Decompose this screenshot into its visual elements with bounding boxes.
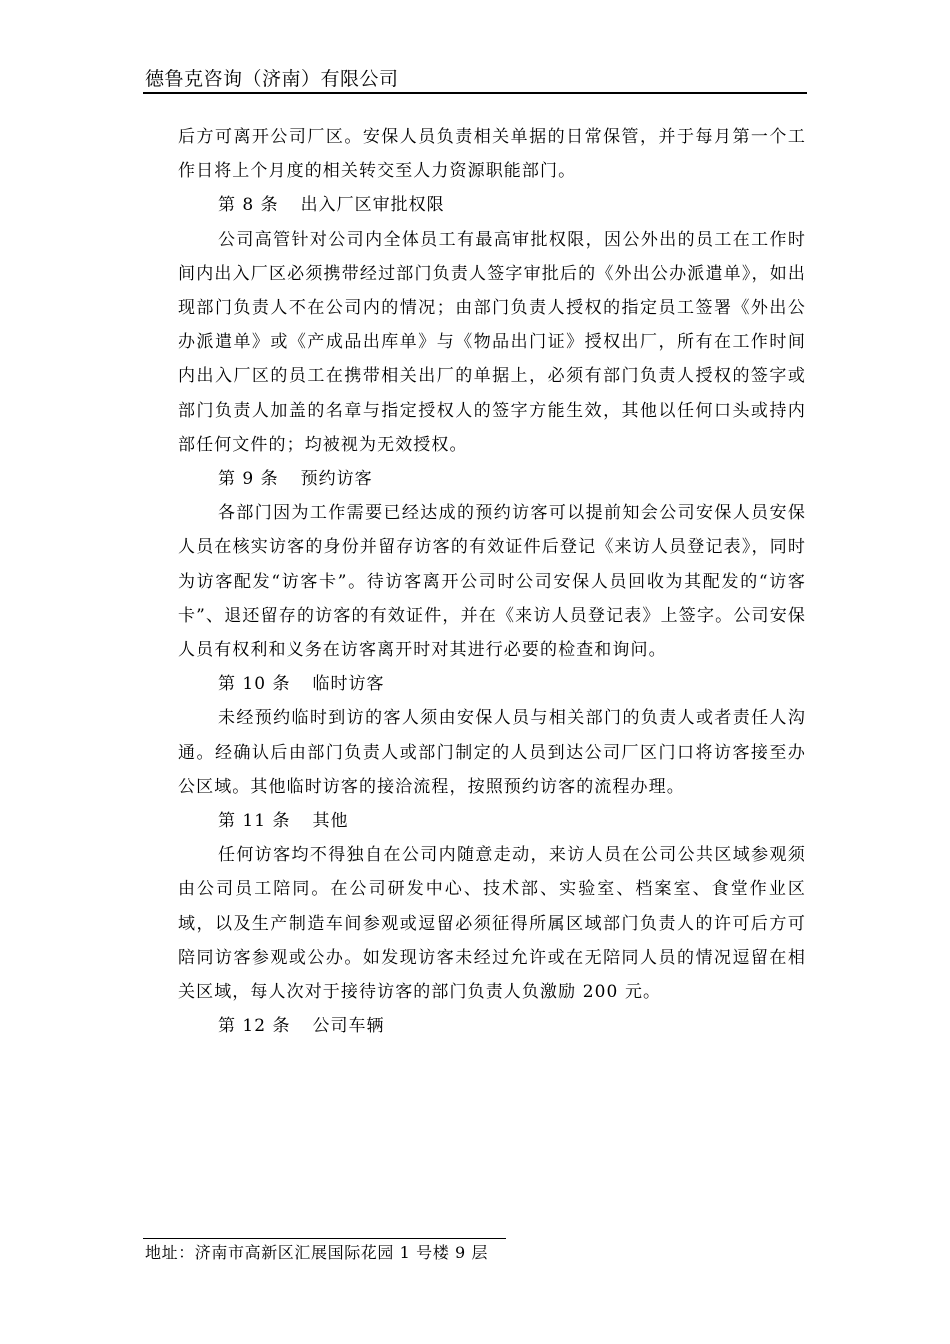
article-heading-10 <box>178 667 806 701</box>
document-body <box>178 120 806 1043</box>
article-heading-9 <box>178 462 806 496</box>
article-title: 公司车辆 <box>312 1016 385 1037</box>
article-heading-12 <box>178 1009 806 1043</box>
paragraph-article-10: 未经预约临时到访的客人须由安保人员与相关部门的负责人或者责任人沟通。经确认后由部门负责人或部门制定的人员到达公司厂区门口将访客接至办公区域。其他临时访客的接洽流程，按照预约访客的流程办理。 <box>178 708 806 797</box>
article-title: 出入厂区审批权限 <box>300 195 445 216</box>
paragraph-article-8: 公司高管针对公司内全体员工有最高审批权限，因公外出的员工在工作时间内出入厂区必须携带经过部门负责人签字审批后的《外出公办派遣单》，如出现部门负责人不在公司内的情况；由部门负责人授权的指定员工签署《外出公办派遣单》或《产成品出库单》与《物品出门证》授权出厂，所有在工作时间内出入厂区的员工在携带相关出厂的单据上，必须有部门负责人授权的签字或部门负责人加盖的名章与指定授权人的签字方能生效，其他以任何口头或持内部任何文件的；均被视为无效授权。 <box>178 229 806 455</box>
footer-divider <box>143 1238 506 1239</box>
paragraph-continuation: 后方可离开公司厂区。安保人员负责相关单据的日常保管，并于每月第一个工作日将上个月度的相关转交至人力资源职能部门。 <box>178 127 806 182</box>
paragraph-article-9: 各部门因为工作需要已经达成的预约访客可以提前知会公司安保人员安保人员在核实访客的身份并留存访客的有效证件后登记《来访人员登记表》，同时为访客配发“访客卡”。待访客离开公司时公司安保人员回收为其配发的“访客卡”、退还留存的访客的有效证件，并在《来访人员登记表》上签字。公司安保人员有权利和义务在访客离开时对其进行必要的检查和询问。 <box>178 503 806 661</box>
article-number: 第 8 条 <box>218 195 279 216</box>
article-heading-8 <box>178 188 806 222</box>
company-name: 德鲁克咨询（济南）有限公司 <box>145 68 399 90</box>
article-title: 其他 <box>312 811 349 832</box>
article-number: 第 9 条 <box>218 469 279 490</box>
page-header <box>143 66 807 94</box>
article-title: 临时访客 <box>312 674 385 695</box>
article-number: 第 11 条 <box>218 811 291 832</box>
footer-address: 地址：济南市高新区汇展国际花园 1 号楼 9 层 <box>145 1243 489 1262</box>
article-number: 第 10 条 <box>218 674 291 695</box>
paragraph-article-11: 任何访客均不得独自在公司内随意走动，来访人员在公司公共区域参观须由公司员工陪同。在公司研发中心、技术部、实验室、档案室、食堂作业区域，以及生产制造车间参观或逗留必须征得所属区域部门负责人的许可后方可陪同访客参观或公办。如发现访客未经过允许或在无陪同人员的情况逗留在相关区域，每人次对于接待访客的部门负责人负激励 200 元。 <box>178 845 806 1003</box>
article-title: 预约访客 <box>300 469 373 490</box>
article-heading-11 <box>178 804 806 838</box>
article-number: 第 12 条 <box>218 1016 291 1037</box>
